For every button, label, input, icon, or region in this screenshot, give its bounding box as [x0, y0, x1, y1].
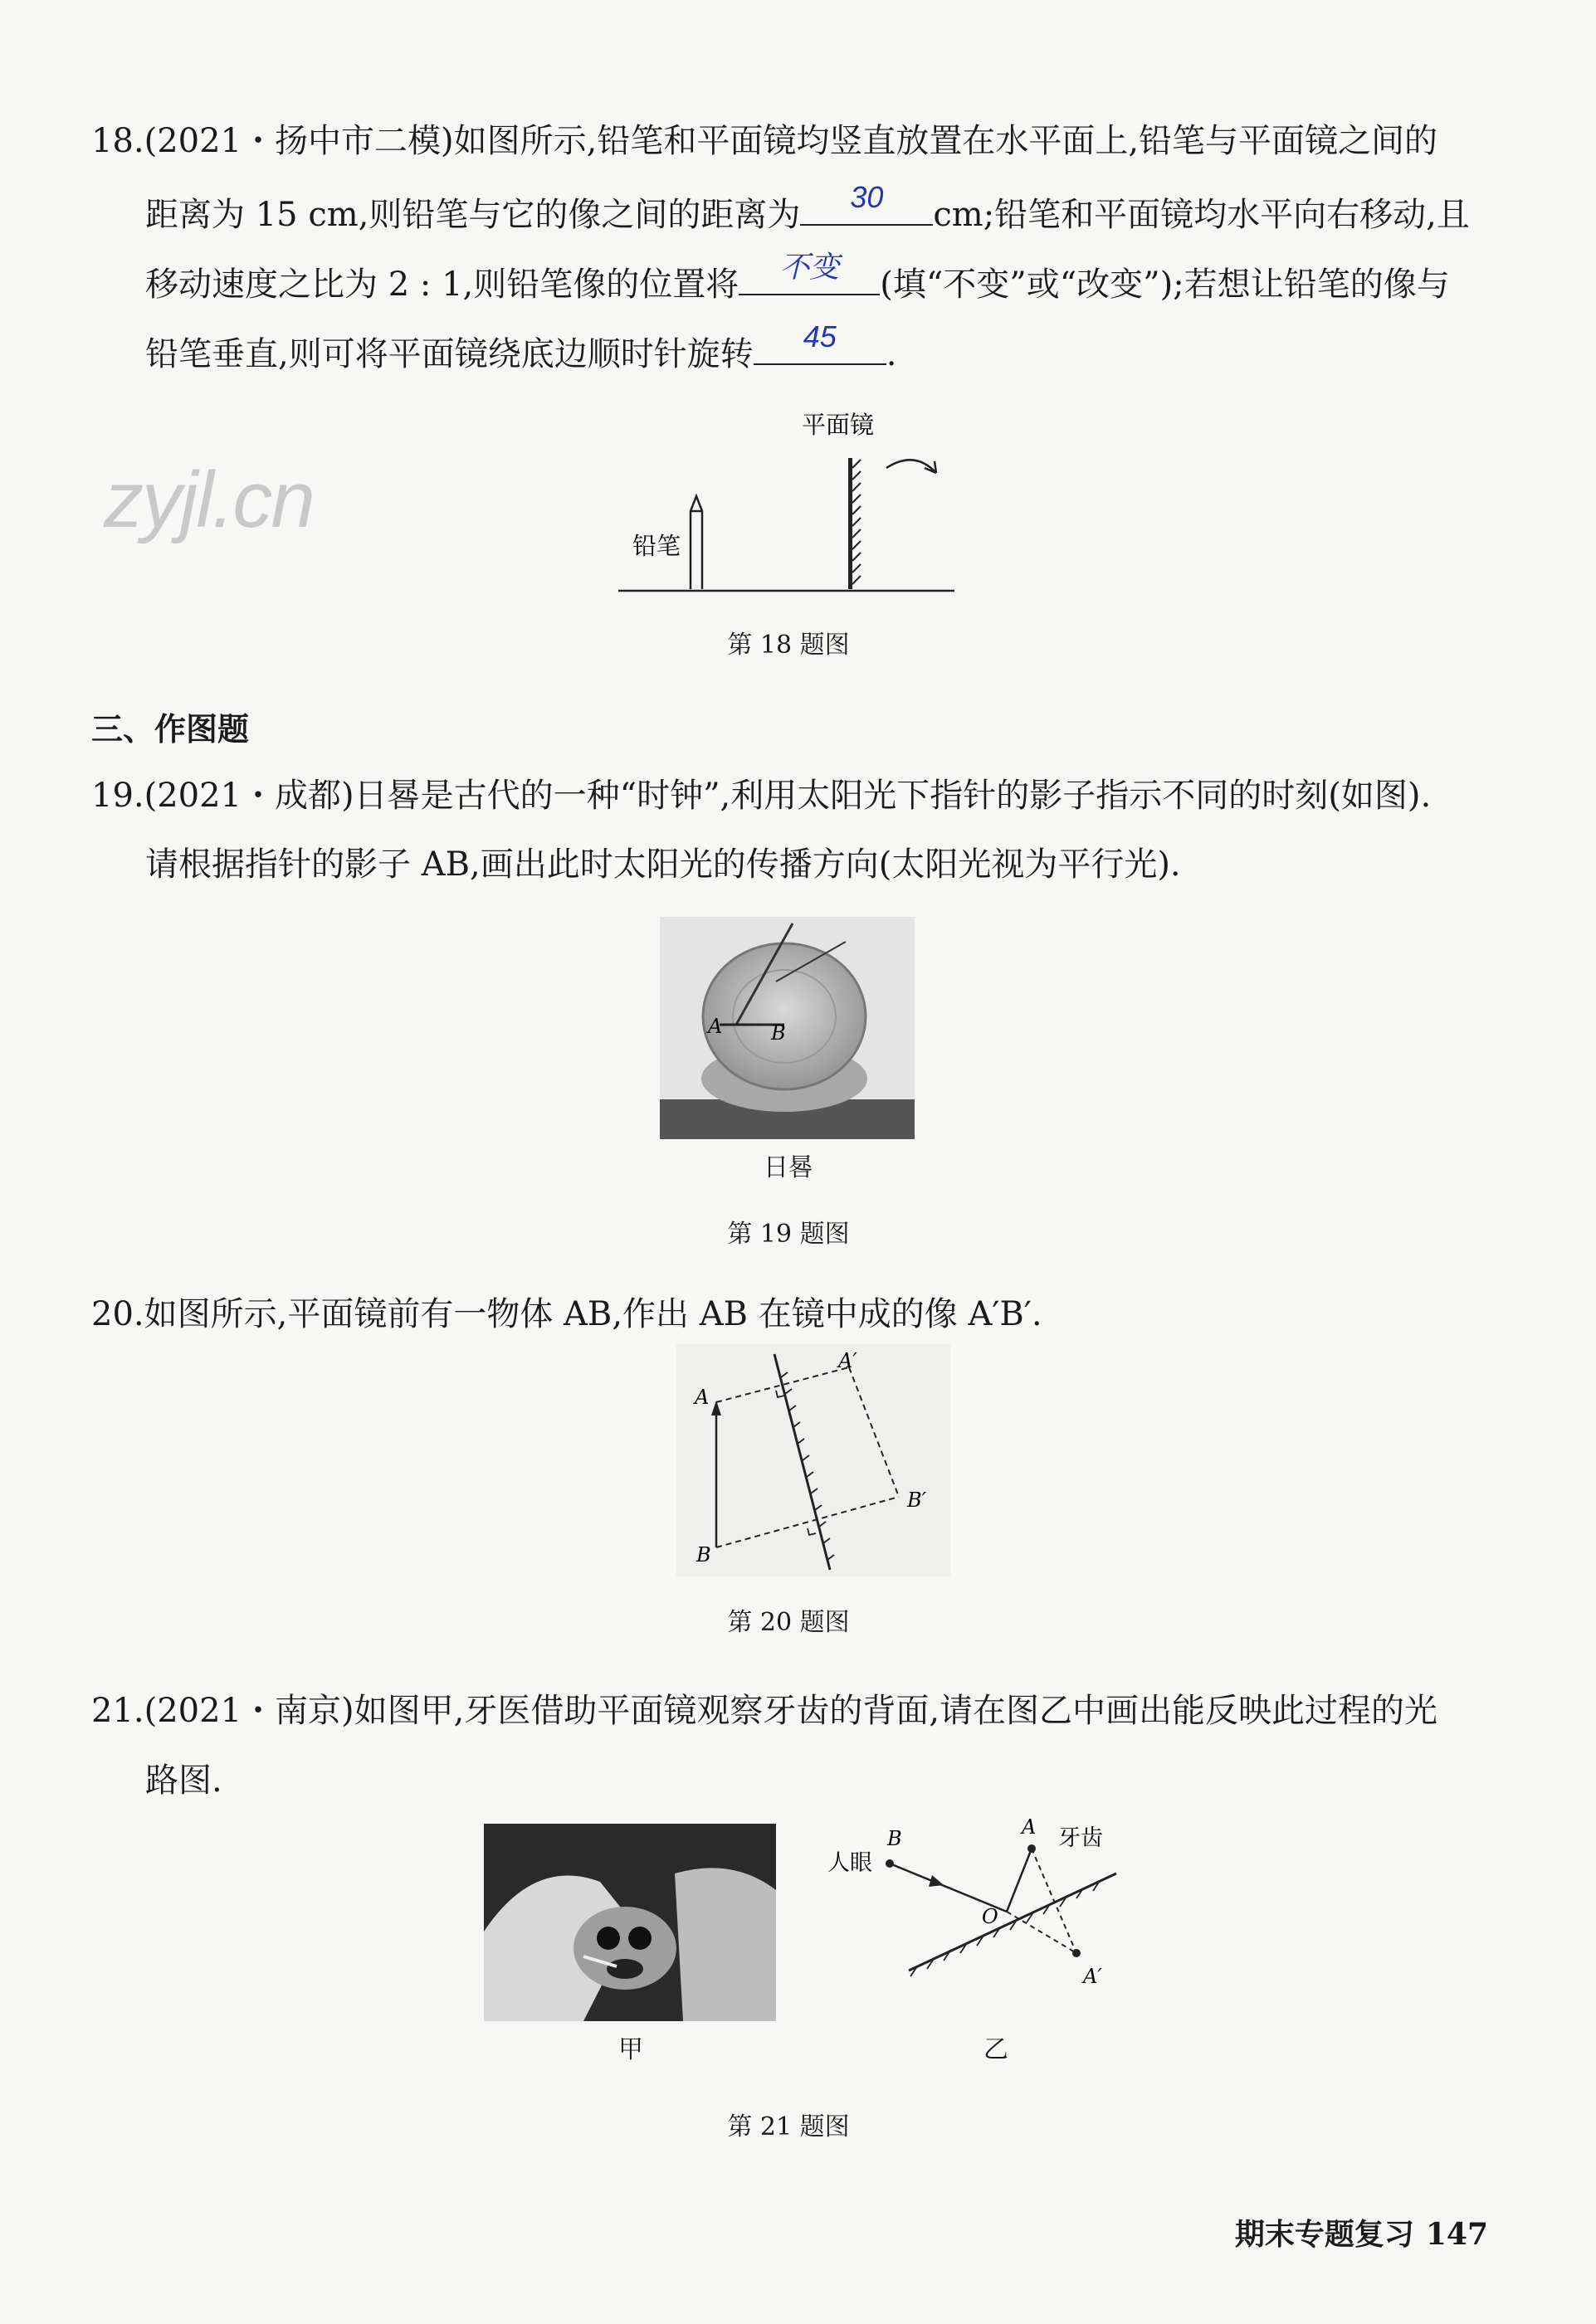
- fig21-caption: 第 21 题图: [727, 2112, 850, 2141]
- fig21-mouth: [607, 1959, 643, 1979]
- fig20-label-a: A: [695, 1386, 710, 1409]
- figure-18: [581, 407, 979, 606]
- q18-blank-2[interactable]: [739, 250, 880, 295]
- q18-answer-2: 不变: [779, 250, 840, 284]
- fig20-label-a-prime: A′: [838, 1349, 857, 1372]
- q18-line4-text-b: .: [886, 335, 897, 373]
- fig19-label-a: A: [708, 1015, 723, 1038]
- fig21-dentist-photo: [484, 1824, 776, 2021]
- q18-line3: [145, 250, 1450, 305]
- q18-line4-text-a: 铅笔垂直,则可将平面镜绕底边顺时针旋转: [145, 335, 754, 373]
- q20-line1: 20.如图所示,平面镜前有一物体 AB,作出 AB 在镜中成的像 A′B′.: [91, 1295, 1042, 1333]
- fig21-glasses-right: [628, 1927, 652, 1950]
- q18-answer-3: 45: [803, 319, 837, 353]
- fig18-rotation-arrow: [886, 460, 936, 473]
- fig21-label-yi: 乙: [983, 2035, 1008, 2064]
- q19-line1: 19.(2021・成都)日晷是古代的一种“时钟”,利用太阳光下指针的影子指示不同的时刻(如图).: [91, 777, 1432, 815]
- fig18-mirror-label: 平面镜: [802, 411, 875, 439]
- q18-answer-1: 30: [850, 180, 884, 214]
- fig21-label-a-prime: A′: [1083, 1965, 1102, 1988]
- fig19-label-b: B: [771, 1021, 786, 1045]
- q18-line2: [145, 180, 1470, 235]
- fig21-label-b: B: [887, 1827, 902, 1850]
- q18-line1: 18.(2021・扬中市二模)如图所示,铅笔和平面镜均竖直放置在水平面上,铅笔与平面镜之间的: [91, 122, 1438, 160]
- fig18-caption: 第 18 题图: [727, 631, 850, 660]
- fig18-mirror: [848, 458, 852, 589]
- fig20-label-b: B: [696, 1543, 711, 1566]
- fig21-assistant-coat: [675, 1868, 776, 2021]
- q19-line2: 请根据指针的影子 AB,画出此时太阳光的传播方向(太阳光视为平行光).: [145, 845, 1181, 884]
- fig18-pencil-label: 铅笔: [632, 532, 681, 560]
- fig19-sundial-photo: [660, 917, 915, 1139]
- fig20-caption: 第 20 题图: [727, 1608, 850, 1637]
- fig20-label-b-prime: B′: [907, 1488, 927, 1512]
- fig21-ray-from-tooth: [1007, 1849, 1032, 1912]
- q21-line1: 21.(2021・南京)如图甲,牙医借助平面镜观察牙齿的背面,请在图乙中画出能反映此过程的光: [91, 1692, 1438, 1730]
- fig21-label-jia: 甲: [618, 2035, 643, 2064]
- fig21-label-a: A: [1022, 1815, 1037, 1839]
- fig21-dashed-construction: [1007, 1849, 1076, 1953]
- fig19-caption: 第 19 题图: [727, 1220, 850, 1249]
- fig21-image-point: [1072, 1949, 1081, 1957]
- q18-blank-3[interactable]: [754, 319, 886, 365]
- fig21-optical-diagram: [818, 1809, 1125, 1990]
- q18-line2-text-b: cm;铅笔和平面镜均水平向右移动,且: [933, 196, 1470, 234]
- fig20-background: [676, 1344, 950, 1576]
- q18-line3-text-a: 移动速度之比为 2 : 1,则铅笔像的位置将: [145, 266, 739, 304]
- section-title: 三、作图题: [91, 711, 250, 748]
- fig19-dial-face: [703, 943, 866, 1089]
- q18-line2-text-a: 距离为 15 cm,则铅笔与它的像之间的距离为: [145, 196, 801, 234]
- q18-blank-1[interactable]: [800, 180, 933, 226]
- fig18-mirror-hatching: [852, 460, 861, 584]
- fig21-label-eye: 人眼: [827, 1850, 872, 1876]
- fig21-label-o: O: [982, 1905, 998, 1928]
- fig21-glasses-left: [597, 1927, 620, 1950]
- page-number: 147: [1425, 2217, 1488, 2252]
- fig21-label-tooth: 牙齿: [1058, 1825, 1103, 1851]
- footer-title: 期末专题复习: [1234, 2218, 1414, 2252]
- fig21-mirror: [909, 1873, 1116, 1971]
- page-footer: [1235, 2211, 1488, 2253]
- q18-line4: [145, 319, 897, 374]
- figure-20: [676, 1344, 950, 1576]
- q18-line3-text-b: (填“不变”或“改变”);若想让铅笔的像与: [880, 266, 1450, 304]
- fig21-ray-arrowhead-icon: [929, 1875, 944, 1887]
- fig19-photo-caption: 日晷: [764, 1153, 813, 1182]
- q21-line2: 路图.: [145, 1761, 222, 1800]
- watermark: zyjl.cn: [104, 456, 314, 544]
